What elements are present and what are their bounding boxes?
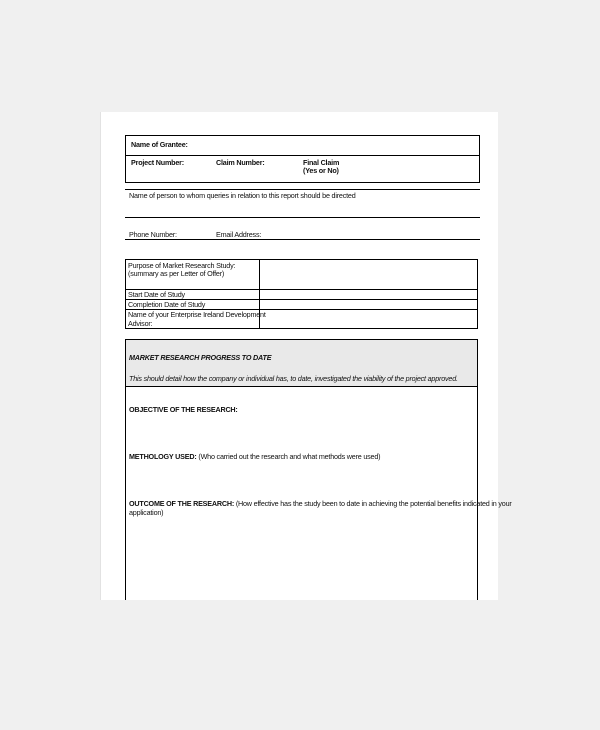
final-claim-hint: (Yes or No) [303, 166, 339, 175]
advisor-label-cont: Advisor: [128, 319, 153, 328]
queries-top-line [125, 189, 480, 190]
progress-title: MARKET RESEARCH PROGRESS TO DATE [129, 353, 272, 362]
objective-label: OBJECTIVE OF THE RESEARCH: [129, 405, 238, 414]
grantee-divider [125, 155, 480, 156]
progress-description: This should detail how the company or individual has, to date, investigated the viability of the project approved. [129, 374, 458, 383]
outcome-hint-cont: application) [129, 508, 164, 517]
grantee-label: Name of Grantee: [131, 140, 188, 149]
project-number-label: Project Number: [131, 158, 184, 167]
final-claim-label: Final Claim [303, 158, 340, 167]
email-label: Email Address: [216, 230, 262, 239]
outcome-line [129, 500, 512, 508]
completion-date-label: Completion Date of Study [128, 300, 206, 309]
progress-left-border [125, 339, 126, 600]
claim-number-label: Claim Number: [216, 158, 265, 167]
study-purpose-hint: (summary as per Letter of Offer) [128, 269, 225, 278]
outcome-label: OUTCOME OF THE RESEARCH: [129, 499, 235, 508]
phone-line [125, 239, 480, 240]
outcome-hint: (How effective has the study been to date in achieving the potential benefits indicated in your [235, 499, 512, 508]
progress-right-border [477, 339, 478, 600]
advisor-label: Name of your Enterprise Ireland Development [128, 310, 266, 319]
methodology-hint: (Who carried out the research and what methods were used) [198, 452, 381, 461]
phone-label: Phone Number: [129, 230, 177, 239]
queries-label: Name of person to whom queries in relation to this report should be directed [129, 191, 356, 200]
queries-bottom-line [125, 217, 480, 218]
methodology-line [129, 453, 380, 461]
methodology-label: METHOLOGY USED: [129, 452, 197, 461]
start-date-label: Start Date of Study [128, 290, 185, 299]
document-page [100, 112, 512, 600]
study-purpose-label: Purpose of Market Research Study: [128, 261, 236, 270]
